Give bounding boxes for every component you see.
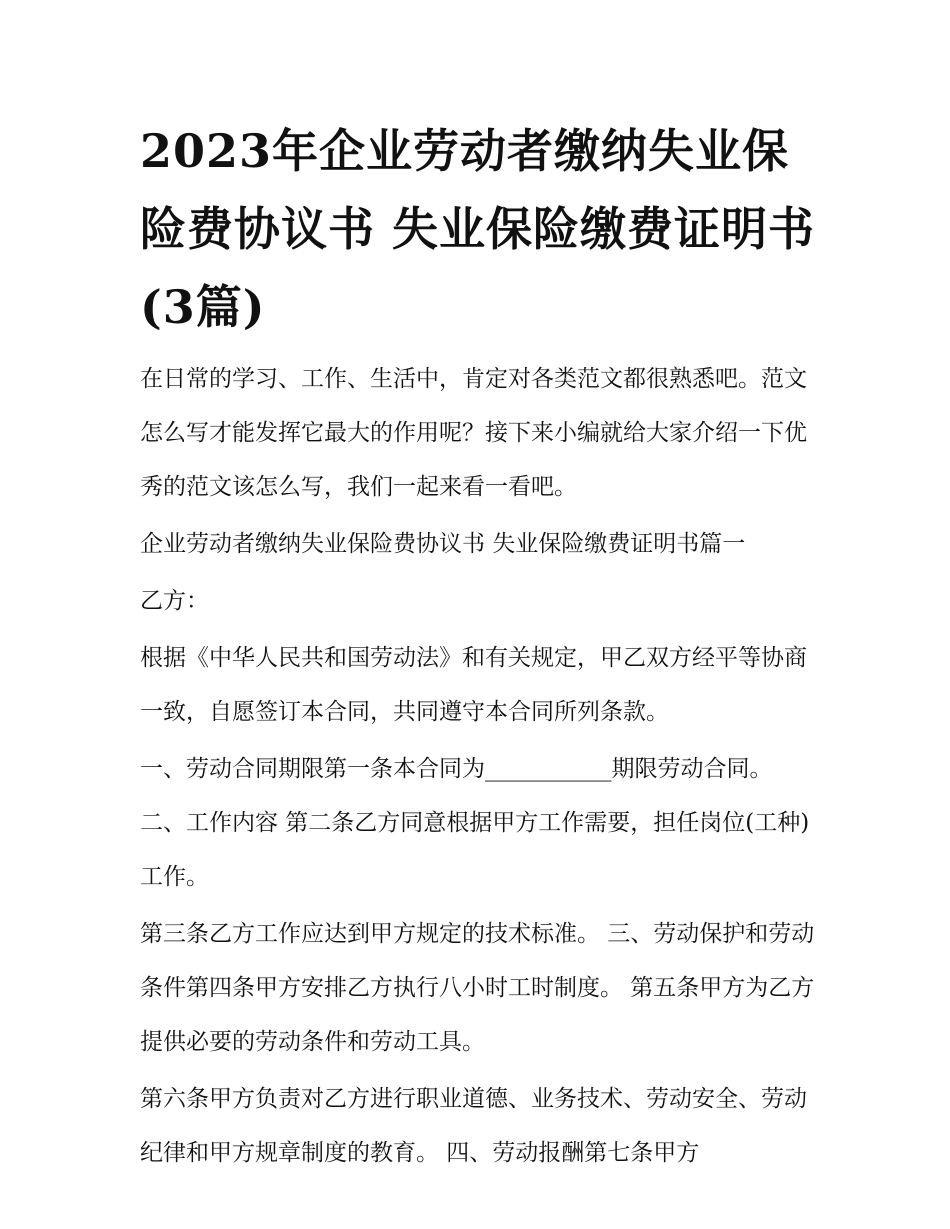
clause-education-and-pay: 第六条甲方负责对乙方进行职业道德、业务技术、劳动安全、劳动纪律和甲方规章制度的教育。 四、劳动报酬第七条甲方 xyxy=(140,1086,807,1166)
clause-term-and-work: 一、劳动合同期限第一条本合同为___________期限劳动合同。 二、工作内容 第二条乙方同意根据甲方工作需要，担任岗位(工种)工作。 xyxy=(140,756,810,890)
intro-paragraph: 在日常的学习、工作、生活中，肯定对各类范文都很熟悉吧。范文怎么写才能发挥它最大的作用呢？接下来小编就给大家介绍一下优秀的范文该怎么写，我们一起来看一看吧。 xyxy=(140,366,807,500)
party-b-line: 乙方： xyxy=(140,588,209,614)
clause-labor-protection: 第三条乙方工作应达到甲方规定的技术标准。 三、劳动保护和劳动条件第四条甲方安排乙方执行八小时工时制度。 第五条甲方为乙方提供必要的劳动条件和劳动工具。 xyxy=(140,921,815,1055)
document-body xyxy=(140,352,820,1183)
section-heading: 企业劳动者缴纳失业保险费协议书 失业保险缴费证明书篇一 xyxy=(140,531,746,557)
document-title: 2023年企业劳动者缴纳失业保险费协议书 失业保险缴费证明书(3篇) xyxy=(140,124,816,334)
contract-preamble: 根据《中华人民共和国劳动法》和有关规定，甲乙双方经平等协商一致，自愿签订本合同，共同遵守本合同所列条款。 xyxy=(140,645,807,725)
